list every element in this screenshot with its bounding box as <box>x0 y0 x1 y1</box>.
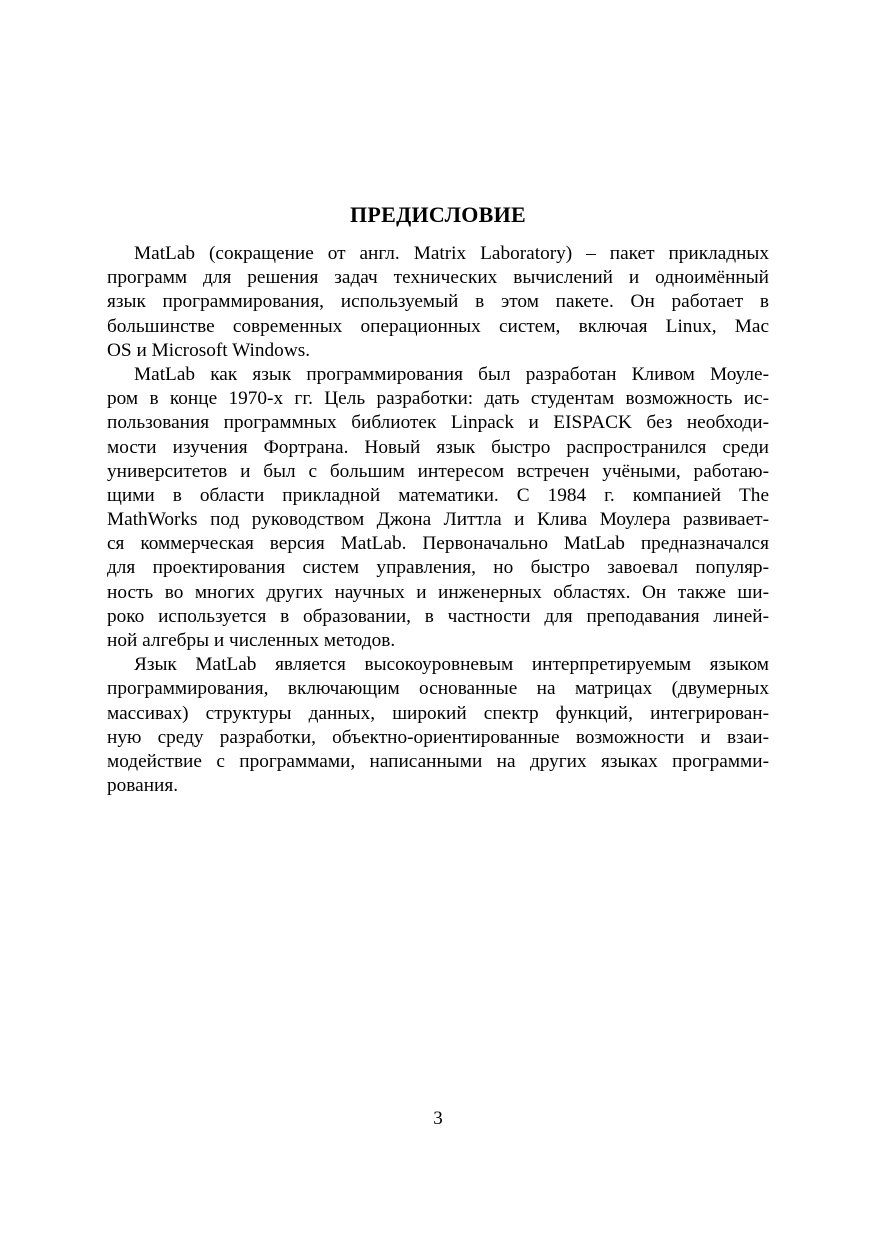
text-line: MatLab как язык программирования был разработан Кливом Моуле- <box>134 363 769 385</box>
text-line: ность во многих других научных и инженерных областях. Он также ши- <box>107 581 769 603</box>
text-line: университетов и был с большим интересом встречен учёными, работаю- <box>107 460 769 482</box>
text-line: роко используется в образовании, в частности для преподавания линей- <box>107 605 769 627</box>
text-line: программирования, включающим основанные на матрицах (двумерных <box>107 678 769 700</box>
text-line: для проектирования систем управления, но быстро завоевал популяр- <box>107 557 769 579</box>
text-line: рования. <box>107 775 179 797</box>
page-title: ПРЕДИСЛОВИЕ <box>349 202 527 227</box>
text-line: OS и Microsoft Windows. <box>107 339 311 361</box>
text-line: мости изучения Фортрана. Новый язык быстро распространился среди <box>107 436 769 458</box>
text-line: программ для решения задач технических вычислений и одноимённый <box>107 267 769 289</box>
text-line: MathWorks под руководством Джона Литтла и Клива Моулера развивает- <box>107 509 769 531</box>
text-line: ную среду разработки, объектно-ориентированные возможности и взаи- <box>107 726 769 748</box>
body-text <box>107 242 769 798</box>
text-line: язык программирования, используемый в этом пакете. Он работает в <box>107 291 769 313</box>
paragraph-1 <box>107 242 769 363</box>
text-line: ся коммерческая версия MatLab. Первоначально MatLab предназначался <box>107 533 769 555</box>
text-line: ной алгебры и численных методов. <box>107 630 396 651</box>
text-line: ром в конце 1970-х гг. Цель разработки: дать студентам возможность ис- <box>107 388 769 410</box>
page-number: 3 <box>433 1108 443 1129</box>
text-line: большинстве современных операционных систем, включая Linux, Mac <box>107 315 769 337</box>
text-line: пользования программных библиотек Linpack и EISPACK без необходи- <box>107 412 769 434</box>
text-line: MatLab (сокращение от англ. Matrix Laboratory) – пакет прикладных <box>134 243 769 264</box>
text-line: щими в области прикладной математики. С 1984 г. компанией The <box>107 484 769 506</box>
text-line: модействие с программами, написанными на других языках программи- <box>107 750 769 772</box>
text-line: массивах) структуры данных, широкий спектр функций, интегрирован- <box>107 702 769 724</box>
text-line: Язык MatLab является высокоуровневым интерпретируемым языком <box>134 654 769 676</box>
paragraph-2 <box>107 363 769 653</box>
paragraph-3 <box>107 653 769 798</box>
